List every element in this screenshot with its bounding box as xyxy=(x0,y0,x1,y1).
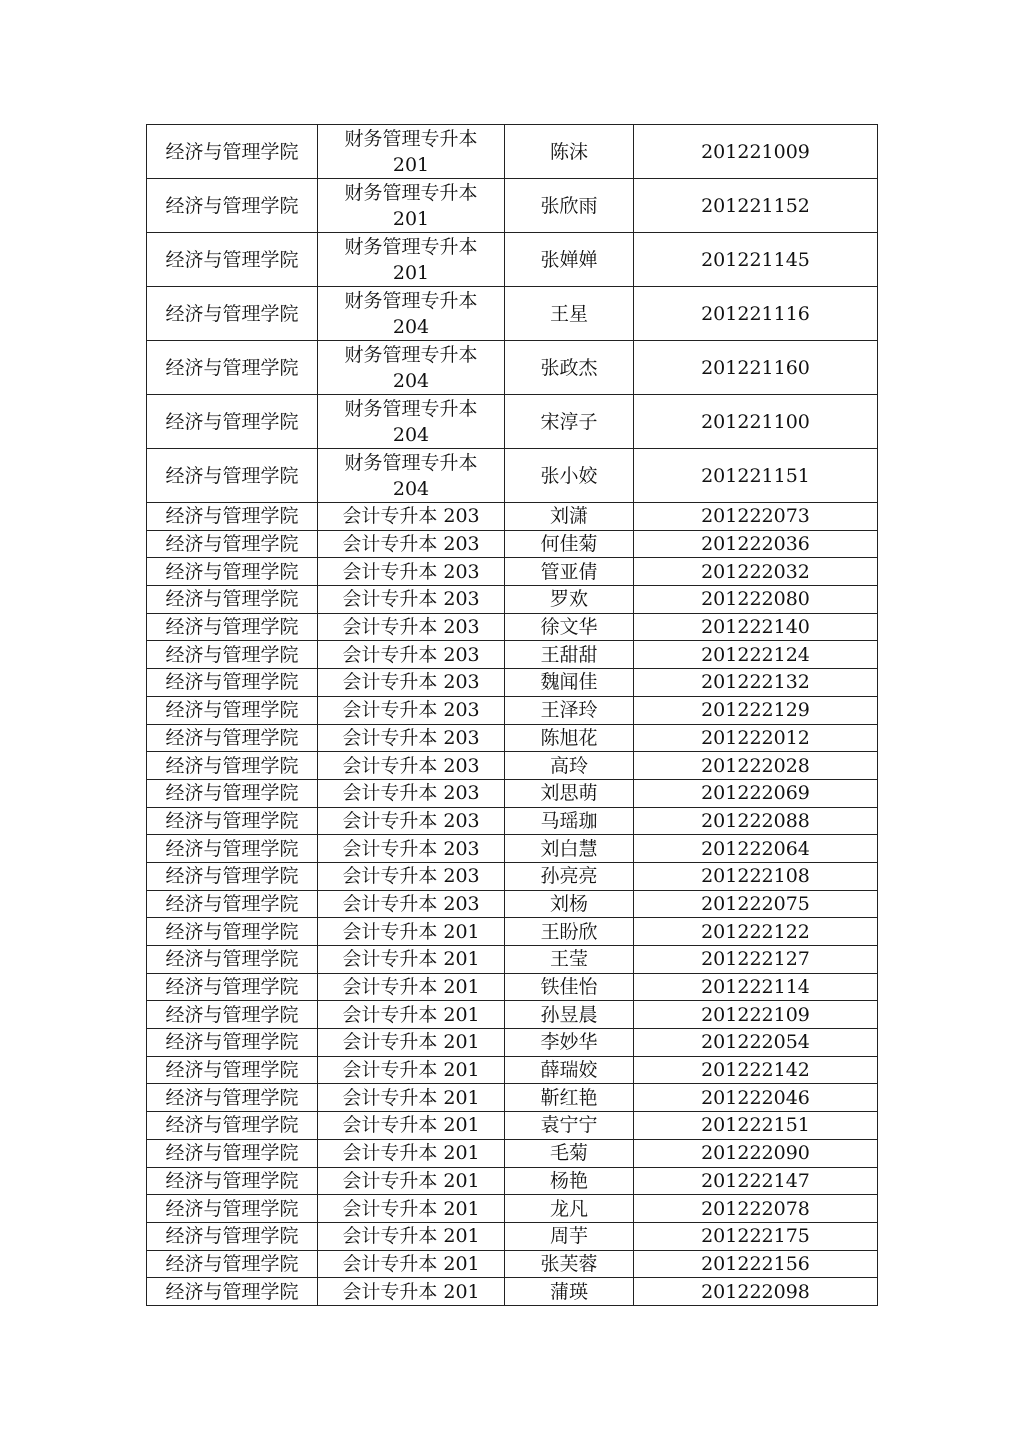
table-row xyxy=(147,946,878,974)
table-row xyxy=(147,696,878,724)
name-cell: 徐文华 xyxy=(505,613,634,641)
college-cell: 经济与管理学院 xyxy=(147,724,318,752)
college-cell: 经济与管理学院 xyxy=(147,558,318,586)
table-row xyxy=(147,179,878,233)
class-cell: 会计专升本 203 xyxy=(318,807,505,835)
table-row xyxy=(147,558,878,586)
student-id-cell: 201222151 xyxy=(634,1112,878,1140)
student-id-cell: 201222132 xyxy=(634,669,878,697)
table-row xyxy=(147,1112,878,1140)
table-row xyxy=(147,890,878,918)
name-cell: 刘思萌 xyxy=(505,779,634,807)
student-id-cell: 201222129 xyxy=(634,696,878,724)
name-cell: 马瑶珈 xyxy=(505,807,634,835)
table-row xyxy=(147,1195,878,1223)
student-id-cell: 201222127 xyxy=(634,946,878,974)
class-cell: 会计专升本 203 xyxy=(318,752,505,780)
name-cell: 毛菊 xyxy=(505,1139,634,1167)
name-cell: 刘潇 xyxy=(505,503,634,531)
name-cell: 管亚倩 xyxy=(505,558,634,586)
college-cell: 经济与管理学院 xyxy=(147,779,318,807)
name-cell: 王盼欣 xyxy=(505,918,634,946)
student-id-cell: 201222075 xyxy=(634,890,878,918)
class-cell: 财务管理专升本 204 xyxy=(318,341,505,395)
table-row xyxy=(147,395,878,449)
student-id-cell: 201221145 xyxy=(634,233,878,287)
college-cell: 经济与管理学院 xyxy=(147,125,318,179)
class-cell: 财务管理专升本 201 xyxy=(318,125,505,179)
name-cell: 龙凡 xyxy=(505,1195,634,1223)
student-id-cell: 201222147 xyxy=(634,1167,878,1195)
class-cell: 会计专升本 203 xyxy=(318,586,505,614)
student-id-cell: 201222114 xyxy=(634,973,878,1001)
student-id-cell: 201222036 xyxy=(634,530,878,558)
student-id-cell: 201222109 xyxy=(634,1001,878,1029)
college-cell: 经济与管理学院 xyxy=(147,1112,318,1140)
college-cell: 经济与管理学院 xyxy=(147,1278,318,1306)
student-roster-table xyxy=(146,124,878,1306)
student-id-cell: 201222080 xyxy=(634,586,878,614)
college-cell: 经济与管理学院 xyxy=(147,1167,318,1195)
student-id-cell: 201221100 xyxy=(634,395,878,449)
student-id-cell: 201222122 xyxy=(634,918,878,946)
name-cell: 薛瑞姣 xyxy=(505,1056,634,1084)
name-cell: 李妙华 xyxy=(505,1029,634,1057)
table-row xyxy=(147,233,878,287)
class-cell: 会计专升本 201 xyxy=(318,918,505,946)
name-cell: 张婵婵 xyxy=(505,233,634,287)
student-id-cell: 201221009 xyxy=(634,125,878,179)
college-cell: 经济与管理学院 xyxy=(147,890,318,918)
table-row xyxy=(147,862,878,890)
student-id-cell: 201222098 xyxy=(634,1278,878,1306)
college-cell: 经济与管理学院 xyxy=(147,862,318,890)
college-cell: 经济与管理学院 xyxy=(147,1250,318,1278)
student-id-cell: 201222028 xyxy=(634,752,878,780)
name-cell: 周芋 xyxy=(505,1222,634,1250)
student-id-cell: 201222175 xyxy=(634,1222,878,1250)
name-cell: 张芙蓉 xyxy=(505,1250,634,1278)
roster-body xyxy=(147,125,878,1306)
student-id-cell: 201222046 xyxy=(634,1084,878,1112)
name-cell: 王甜甜 xyxy=(505,641,634,669)
table-row xyxy=(147,125,878,179)
student-id-cell: 201221160 xyxy=(634,341,878,395)
student-id-cell: 201222108 xyxy=(634,862,878,890)
student-id-cell: 201222124 xyxy=(634,641,878,669)
name-cell: 孙亮亮 xyxy=(505,862,634,890)
student-id-cell: 201222156 xyxy=(634,1250,878,1278)
class-cell: 会计专升本 201 xyxy=(318,1250,505,1278)
student-id-cell: 201222090 xyxy=(634,1139,878,1167)
table-row xyxy=(147,973,878,1001)
student-id-cell: 201221152 xyxy=(634,179,878,233)
table-row xyxy=(147,752,878,780)
name-cell: 张政杰 xyxy=(505,341,634,395)
class-cell: 会计专升本 201 xyxy=(318,973,505,1001)
name-cell: 罗欢 xyxy=(505,586,634,614)
table-row xyxy=(147,1250,878,1278)
student-id-cell: 201222054 xyxy=(634,1029,878,1057)
college-cell: 经济与管理学院 xyxy=(147,179,318,233)
name-cell: 张欣雨 xyxy=(505,179,634,233)
college-cell: 经济与管理学院 xyxy=(147,1056,318,1084)
class-cell: 会计专升本 203 xyxy=(318,503,505,531)
college-cell: 经济与管理学院 xyxy=(147,233,318,287)
class-cell: 会计专升本 203 xyxy=(318,558,505,586)
class-cell: 会计专升本 201 xyxy=(318,1056,505,1084)
name-cell: 陈旭花 xyxy=(505,724,634,752)
class-cell: 会计专升本 203 xyxy=(318,696,505,724)
college-cell: 经济与管理学院 xyxy=(147,696,318,724)
table-row xyxy=(147,918,878,946)
name-cell: 杨艳 xyxy=(505,1167,634,1195)
name-cell: 高玲 xyxy=(505,752,634,780)
table-row xyxy=(147,807,878,835)
college-cell: 经济与管理学院 xyxy=(147,287,318,341)
class-cell: 会计专升本 201 xyxy=(318,1195,505,1223)
college-cell: 经济与管理学院 xyxy=(147,1084,318,1112)
college-cell: 经济与管理学院 xyxy=(147,807,318,835)
college-cell: 经济与管理学院 xyxy=(147,918,318,946)
student-id-cell: 201221116 xyxy=(634,287,878,341)
student-id-cell: 201222088 xyxy=(634,807,878,835)
name-cell: 宋淳子 xyxy=(505,395,634,449)
student-id-cell: 201222012 xyxy=(634,724,878,752)
table-row xyxy=(147,1167,878,1195)
class-cell: 财务管理专升本 204 xyxy=(318,287,505,341)
class-cell: 会计专升本 201 xyxy=(318,1001,505,1029)
student-id-cell: 201222064 xyxy=(634,835,878,863)
class-cell: 会计专升本 201 xyxy=(318,1084,505,1112)
college-cell: 经济与管理学院 xyxy=(147,530,318,558)
student-id-cell: 201221151 xyxy=(634,449,878,503)
table-row xyxy=(147,1001,878,1029)
student-id-cell: 201222078 xyxy=(634,1195,878,1223)
college-cell: 经济与管理学院 xyxy=(147,503,318,531)
table-row xyxy=(147,449,878,503)
class-cell: 会计专升本 201 xyxy=(318,1222,505,1250)
name-cell: 王星 xyxy=(505,287,634,341)
name-cell: 刘白慧 xyxy=(505,835,634,863)
table-row xyxy=(147,1139,878,1167)
name-cell: 蒲瑛 xyxy=(505,1278,634,1306)
college-cell: 经济与管理学院 xyxy=(147,752,318,780)
class-cell: 财务管理专升本 201 xyxy=(318,179,505,233)
student-id-cell: 201222142 xyxy=(634,1056,878,1084)
student-id-cell: 201222069 xyxy=(634,779,878,807)
name-cell: 靳红艳 xyxy=(505,1084,634,1112)
table-row xyxy=(147,341,878,395)
table-row xyxy=(147,1029,878,1057)
class-cell: 会计专升本 203 xyxy=(318,530,505,558)
table-row xyxy=(147,724,878,752)
name-cell: 孙昱晨 xyxy=(505,1001,634,1029)
class-cell: 会计专升本 201 xyxy=(318,1278,505,1306)
college-cell: 经济与管理学院 xyxy=(147,641,318,669)
class-cell: 财务管理专升本 204 xyxy=(318,449,505,503)
college-cell: 经济与管理学院 xyxy=(147,1001,318,1029)
college-cell: 经济与管理学院 xyxy=(147,835,318,863)
table-row xyxy=(147,287,878,341)
student-id-cell: 201222032 xyxy=(634,558,878,586)
class-cell: 会计专升本 201 xyxy=(318,946,505,974)
college-cell: 经济与管理学院 xyxy=(147,395,318,449)
class-cell: 会计专升本 203 xyxy=(318,613,505,641)
college-cell: 经济与管理学院 xyxy=(147,449,318,503)
class-cell: 财务管理专升本 204 xyxy=(318,395,505,449)
college-cell: 经济与管理学院 xyxy=(147,1139,318,1167)
college-cell: 经济与管理学院 xyxy=(147,946,318,974)
table-row xyxy=(147,1084,878,1112)
table-row xyxy=(147,835,878,863)
student-id-cell: 201222073 xyxy=(634,503,878,531)
table-row xyxy=(147,1222,878,1250)
table-row xyxy=(147,1056,878,1084)
class-cell: 财务管理专升本 201 xyxy=(318,233,505,287)
class-cell: 会计专升本 203 xyxy=(318,669,505,697)
college-cell: 经济与管理学院 xyxy=(147,341,318,395)
class-cell: 会计专升本 203 xyxy=(318,862,505,890)
class-cell: 会计专升本 203 xyxy=(318,779,505,807)
class-cell: 会计专升本 203 xyxy=(318,724,505,752)
name-cell: 张小姣 xyxy=(505,449,634,503)
class-cell: 会计专升本 201 xyxy=(318,1112,505,1140)
class-cell: 会计专升本 203 xyxy=(318,641,505,669)
name-cell: 陈沫 xyxy=(505,125,634,179)
name-cell: 袁宁宁 xyxy=(505,1112,634,1140)
table-row xyxy=(147,779,878,807)
name-cell: 刘杨 xyxy=(505,890,634,918)
class-cell: 会计专升本 203 xyxy=(318,835,505,863)
college-cell: 经济与管理学院 xyxy=(147,973,318,1001)
college-cell: 经济与管理学院 xyxy=(147,1029,318,1057)
table-row xyxy=(147,503,878,531)
college-cell: 经济与管理学院 xyxy=(147,586,318,614)
student-id-cell: 201222140 xyxy=(634,613,878,641)
name-cell: 铁佳怡 xyxy=(505,973,634,1001)
name-cell: 何佳菊 xyxy=(505,530,634,558)
class-cell: 会计专升本 201 xyxy=(318,1139,505,1167)
name-cell: 魏闻佳 xyxy=(505,669,634,697)
class-cell: 会计专升本 201 xyxy=(318,1167,505,1195)
college-cell: 经济与管理学院 xyxy=(147,613,318,641)
table-row xyxy=(147,669,878,697)
name-cell: 王莹 xyxy=(505,946,634,974)
class-cell: 会计专升本 201 xyxy=(318,1029,505,1057)
college-cell: 经济与管理学院 xyxy=(147,1195,318,1223)
table-row xyxy=(147,613,878,641)
table-row xyxy=(147,641,878,669)
college-cell: 经济与管理学院 xyxy=(147,669,318,697)
college-cell: 经济与管理学院 xyxy=(147,1222,318,1250)
table-row xyxy=(147,586,878,614)
table-row xyxy=(147,530,878,558)
name-cell: 王泽玲 xyxy=(505,696,634,724)
class-cell: 会计专升本 203 xyxy=(318,890,505,918)
table-row xyxy=(147,1278,878,1306)
